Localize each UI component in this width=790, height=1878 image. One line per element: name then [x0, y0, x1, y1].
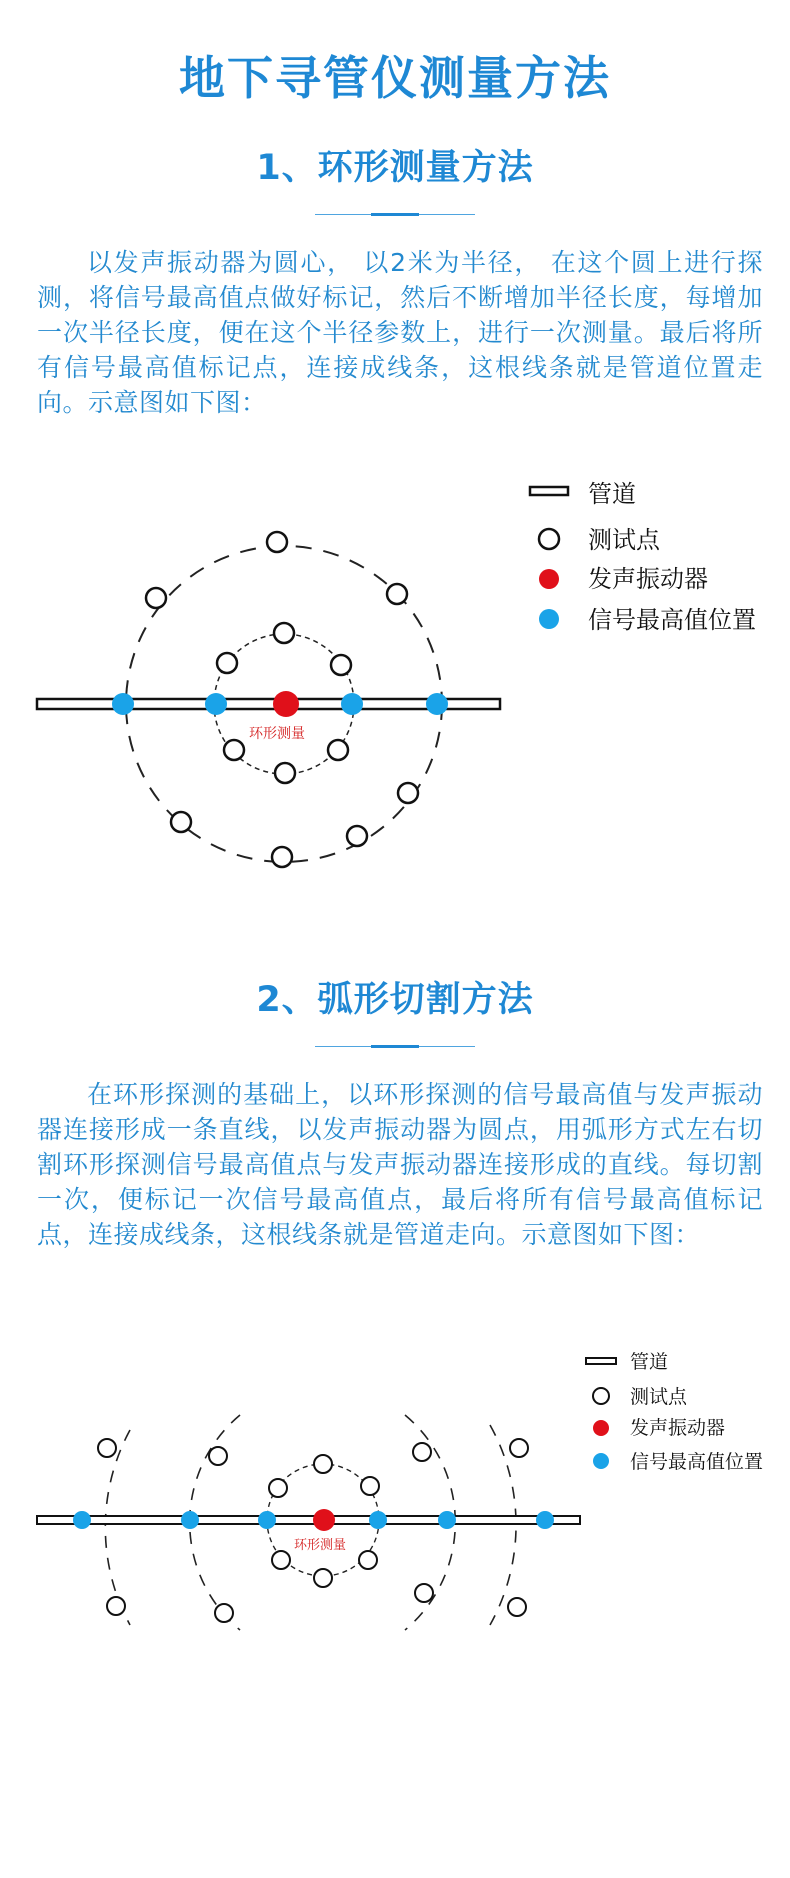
peak-point: [181, 1511, 199, 1529]
section-2-title: 2、弧形切割方法: [256, 980, 534, 1020]
test-point: [171, 812, 191, 832]
legend-pipe-label: 管道: [588, 480, 636, 508]
test-point: [387, 584, 407, 604]
legend-vibrator-label: 发声振动器: [588, 565, 708, 593]
test-point: [359, 1551, 377, 1569]
test-point: [275, 763, 295, 783]
legend-peak-icon: [593, 1453, 609, 1469]
peak-point: [258, 1511, 276, 1529]
peak-point: [536, 1511, 554, 1529]
test-point: [215, 1604, 233, 1622]
legend-test-point-icon: [539, 529, 559, 549]
test-point: [272, 1551, 290, 1569]
arc-left-outer: [105, 1430, 130, 1625]
test-point: [398, 783, 418, 803]
test-point: [510, 1439, 528, 1457]
section-1-title: 1、环形测量方法: [256, 148, 534, 188]
legend-test-point-label: 测试点: [588, 526, 660, 554]
test-point: [269, 1479, 287, 1497]
diagram-1-legend: [530, 480, 756, 634]
arc-test-points: [98, 1439, 528, 1622]
legend-test-point-icon: [593, 1388, 609, 1404]
pipe: [37, 1516, 580, 1524]
page-title: 地下寻管仪测量方法: [179, 51, 611, 105]
test-point: [508, 1598, 526, 1616]
test-point: [328, 740, 348, 760]
test-point: [217, 653, 237, 673]
test-point: [413, 1443, 431, 1461]
test-point: [361, 1477, 379, 1495]
section-1-divider: [315, 214, 475, 215]
legend-test-point-label: 测试点: [630, 1386, 688, 1408]
vibrator-point: [313, 1509, 335, 1531]
diagram-2-legend: [586, 1351, 763, 1473]
peak-point: [341, 693, 363, 715]
test-point: [274, 623, 294, 643]
peak-point: [438, 1511, 456, 1529]
legend-pipe-icon: [530, 487, 568, 495]
peak-point: [426, 693, 448, 715]
test-point: [146, 588, 166, 608]
vibrator-point: [273, 691, 299, 717]
section-2-divider: [315, 1046, 475, 1047]
ring-measurement-label: 环形测量: [249, 726, 305, 742]
arc-cutting-diagram: [0, 1320, 790, 1660]
test-point: [331, 655, 351, 675]
section-1-paragraph: 以发声振动器为圆心， 以2米为半径， 在这个圆上进行探测，将信号最高值点做好标记，然后不断增加半径长度，每增加一次半径长度，便在这个半径参数上，进行一次测量。最后将所有信号最高值标记点，连接成线条，这根线条就是管道位置走向。示意图如下图：: [37, 248, 763, 417]
legend-peak-label: 信号最高值位置: [588, 606, 756, 634]
peak-point: [112, 693, 134, 715]
test-point: [314, 1569, 332, 1587]
test-point: [314, 1455, 332, 1473]
peak-point: [73, 1511, 91, 1529]
legend-pipe-icon: [586, 1358, 616, 1364]
peak-point: [205, 693, 227, 715]
test-point: [98, 1439, 116, 1457]
peak-point: [369, 1511, 387, 1529]
test-point: [209, 1447, 227, 1465]
legend-pipe-label: 管道: [630, 1351, 669, 1373]
test-point: [107, 1597, 125, 1615]
legend-vibrator-icon: [593, 1420, 609, 1436]
test-point: [347, 826, 367, 846]
legend-peak-label: 信号最高值位置: [630, 1451, 764, 1473]
section-2-paragraph: 在环形探测的基础上，以环形探测的信号最高值与发声振动器连接形成一条直线，以发声振动器为圆点，用弧形方式左右切割环形探测信号最高值点与发声振动器连接形成的直线。每切割一次，便标记一次信号最高值点，最后将所有信号最高值标记点，连接成线条，这根线条就是管道走向。示意图如下图：: [37, 1080, 763, 1249]
test-point: [224, 740, 244, 760]
test-point: [415, 1584, 433, 1602]
legend-vibrator-label: 发声振动器: [630, 1417, 726, 1439]
legend-peak-icon: [539, 609, 559, 629]
ring-measurement-diagram: [0, 460, 790, 880]
test-point: [272, 847, 292, 867]
test-point: [267, 532, 287, 552]
ring-measurement-label: 环形测量: [294, 1538, 347, 1553]
legend-vibrator-icon: [539, 569, 559, 589]
